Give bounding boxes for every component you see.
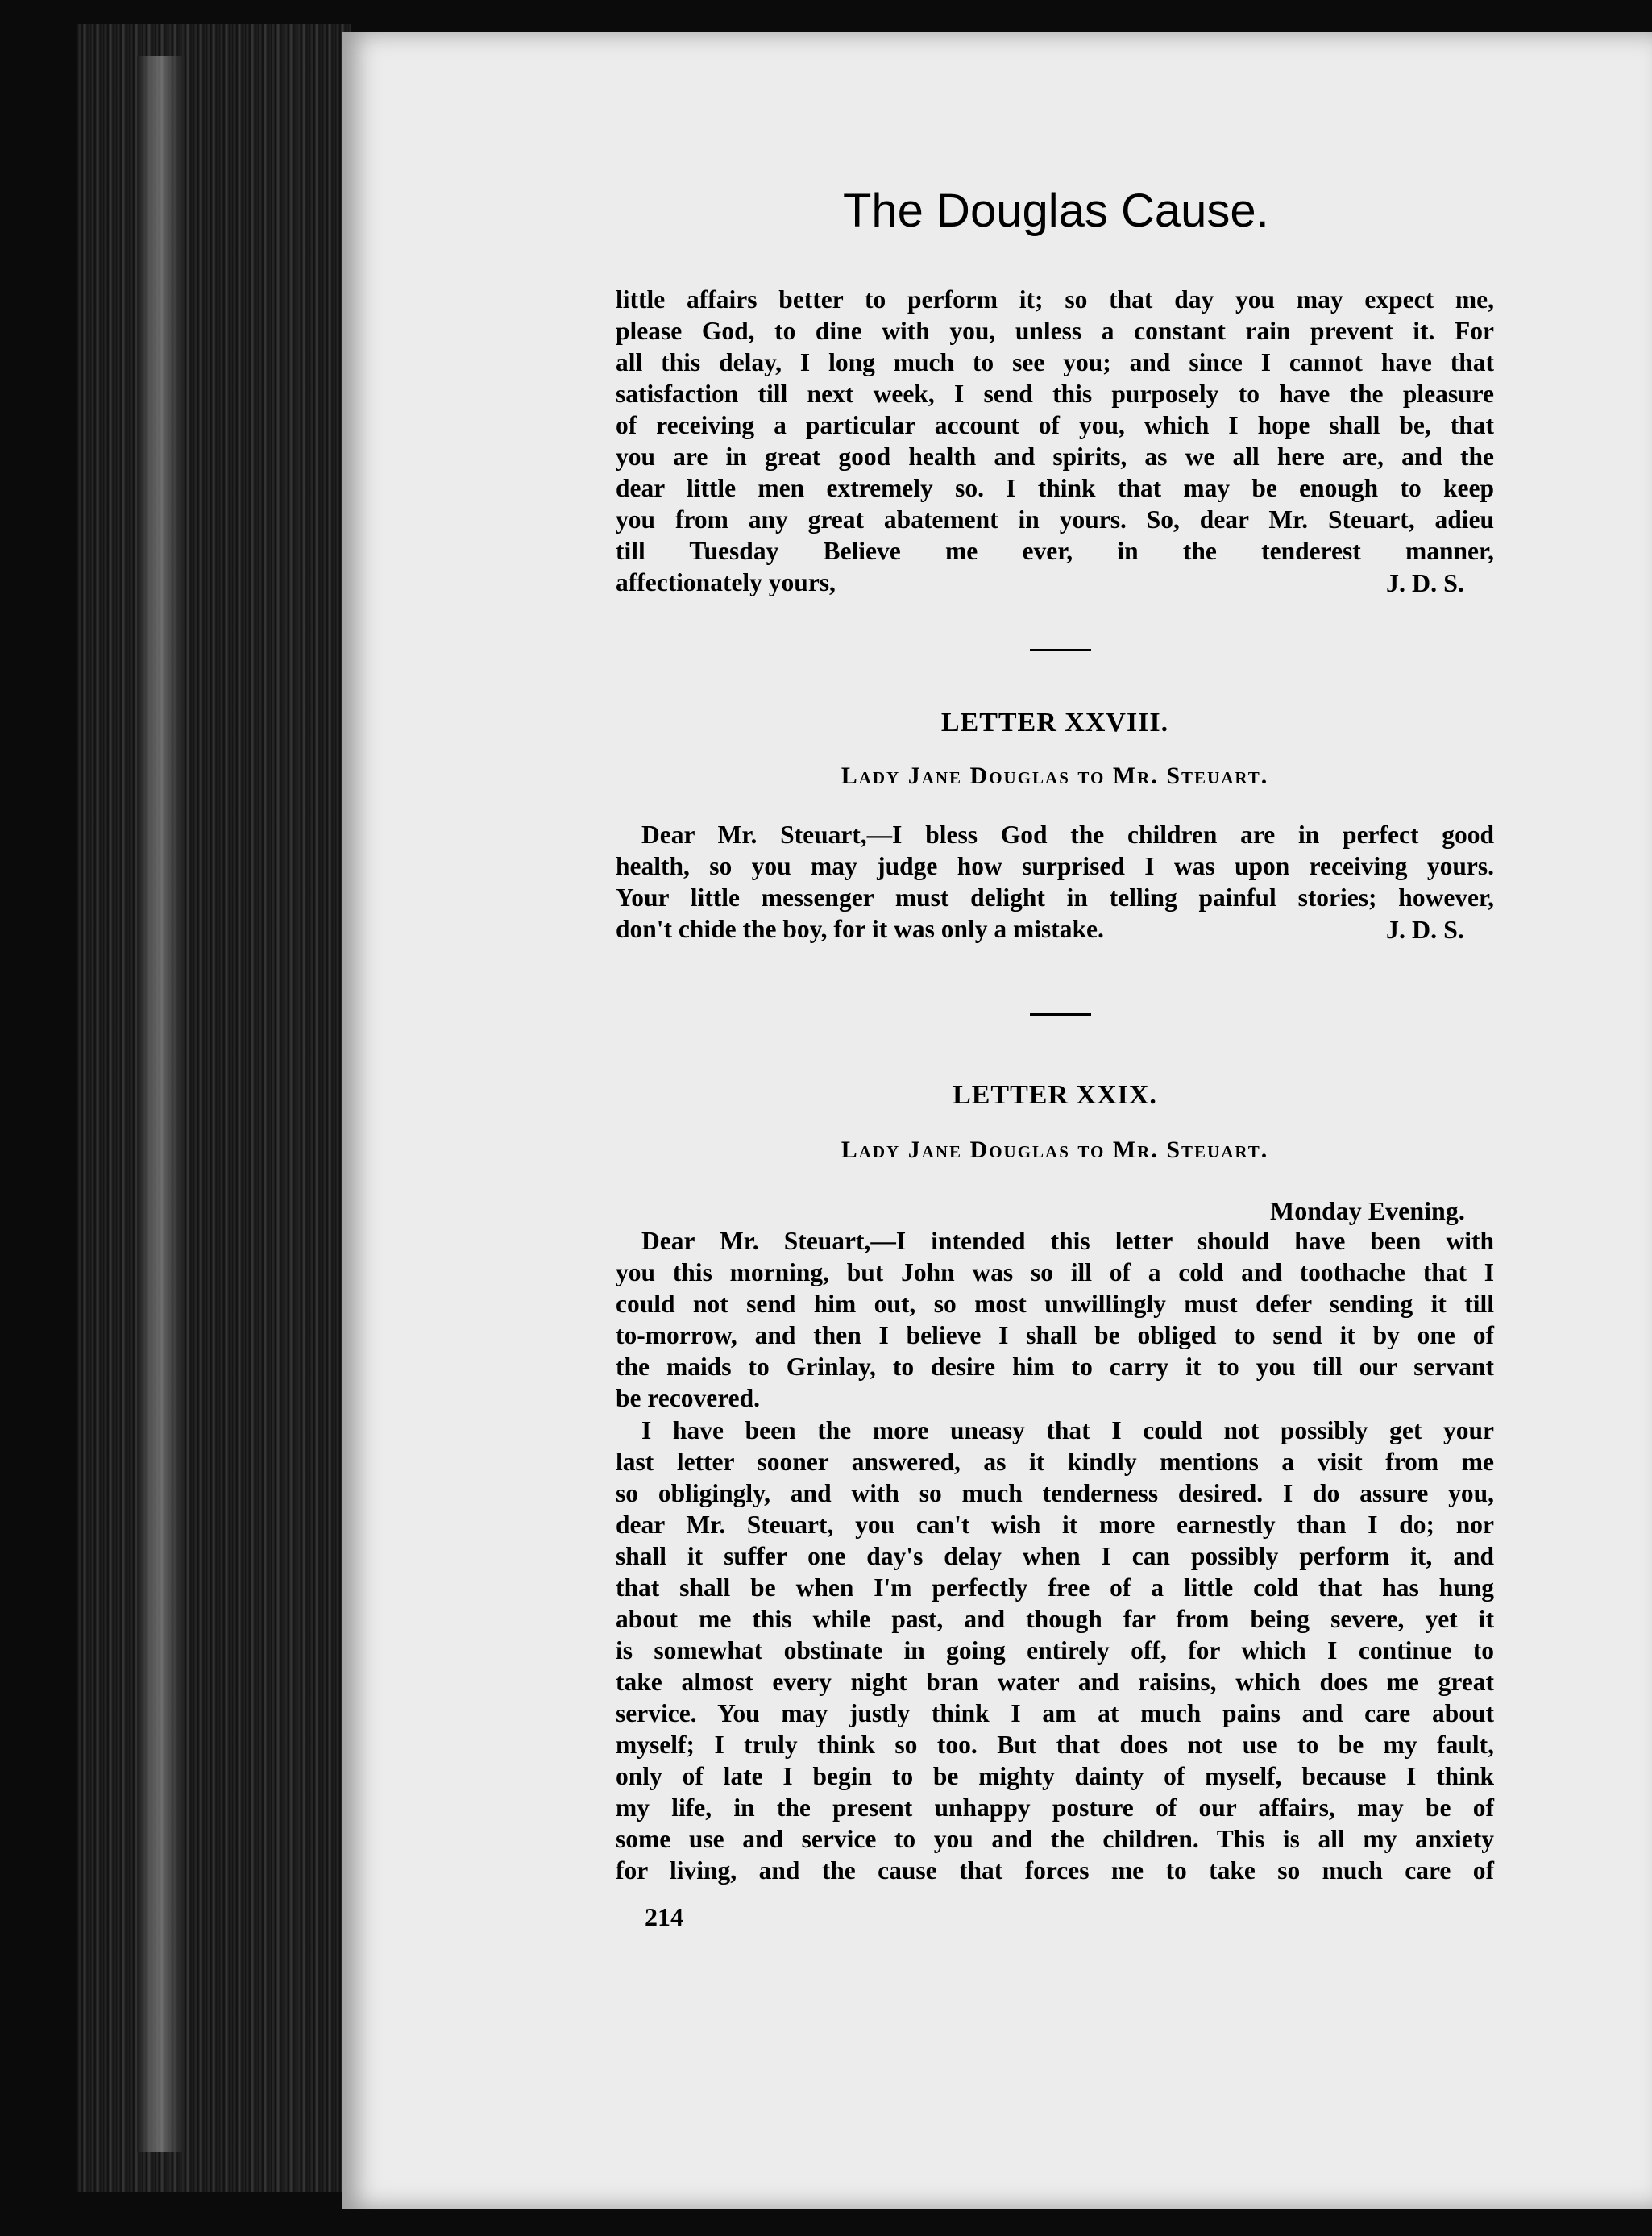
text-line: about me this while past, and though far from being severe, yet it xyxy=(616,1605,1494,1633)
text-line: health, so you may judge how surprised I was upon receiving yours. xyxy=(616,852,1494,880)
text-line: all this delay, I long much to see you; and since I cannot have that xyxy=(616,348,1494,376)
text-line: affectionately yours, xyxy=(616,568,836,596)
page-edge-highlight xyxy=(137,56,185,2152)
text-line: you are in great good health and spirits, as we all here are, and the xyxy=(616,443,1494,471)
section-rule xyxy=(1030,649,1091,651)
text-line: myself; I truly think so too. But that does not use to be my fault, xyxy=(616,1731,1494,1759)
text-line: be recovered. xyxy=(616,1384,761,1412)
text-line: little affairs better to perform it; so that day you may expect me, xyxy=(616,285,1494,314)
text-line: Your little messenger must delight in telling painful stories; however, xyxy=(616,883,1494,912)
text-line: till Tuesday Believe me ever, in the tenderest manner, xyxy=(616,537,1494,565)
text-line: so obligingly, and with so much tenderness desired. I do assure you, xyxy=(616,1479,1494,1507)
text-line: Dear Mr. Steuart,—I intended this letter should have been with xyxy=(641,1227,1494,1255)
text-line: you from any great abatement in yours. So, dear Mr. Steuart, adieu xyxy=(616,505,1494,534)
text-line: could not send him out, so most unwillingly must defer sending it till xyxy=(616,1290,1494,1318)
signature: J. D. S. xyxy=(1386,915,1464,944)
text-line: of receiving a particular account of you, which I hope shall be, that xyxy=(616,411,1494,439)
text-line: some use and service to you and the children. This is all my anxiety xyxy=(616,1825,1494,1853)
text-line: my life, in the present unhappy posture of our affairs, may be of xyxy=(616,1793,1494,1822)
text-line: shall it suffer one day's delay when I can possibly perform it, and xyxy=(616,1542,1494,1570)
letter-subheading: Lady Jane Douglas to Mr. Steuart. xyxy=(841,1137,1269,1163)
letter-heading: LETTER XXVIII. xyxy=(940,708,1169,738)
text-line: please God, to dine with you, unless a constant rain prevent it. For xyxy=(616,317,1494,345)
text-line: that shall be when I'm perfectly free of a little cold that has hung xyxy=(616,1573,1494,1602)
text-line: dear Mr. Steuart, you can't wish it more earnestly than I do; nor xyxy=(616,1511,1494,1539)
signature: J. D. S. xyxy=(1386,568,1464,597)
section-rule xyxy=(1030,1013,1091,1016)
letter-subheading: Lady Jane Douglas to Mr. Steuart. xyxy=(841,763,1269,789)
book-page-edges xyxy=(77,24,351,2192)
text-line: dear little men extremely so. I think that may be enough to keep xyxy=(616,474,1494,502)
running-head: The Douglas Cause. xyxy=(843,185,1269,237)
text-line: last letter sooner answered, as it kindly mentions a visit from me xyxy=(616,1448,1494,1476)
text-line: take almost every night bran water and raisins, which does me great xyxy=(616,1668,1494,1696)
text-line: satisfaction till next week, I send this purposely to have the pleasure xyxy=(616,380,1494,408)
text-line: only of late I begin to be mighty dainty of myself, because I think xyxy=(616,1762,1494,1790)
page-number: 214 xyxy=(645,1902,683,1931)
text-line: Dear Mr. Steuart,—I bless God the children are in perfect good xyxy=(641,821,1494,849)
dateline: Monday Evening. xyxy=(1270,1196,1465,1225)
text-line: I have been the more uneasy that I could not possibly get your xyxy=(641,1416,1494,1444)
text-line: you this morning, but John was so ill of a cold and toothache that I xyxy=(616,1258,1494,1286)
text-line: the maids to Grinlay, to desire him to carry it to you till our servant xyxy=(616,1353,1494,1381)
text-line: for living, and the cause that forces me to take so much care of xyxy=(616,1856,1494,1885)
text-line: is somewhat obstinate in going entirely off, for which I continue to xyxy=(616,1636,1494,1665)
text-line: to-morrow, and then I believe I shall be obliged to send it by one of xyxy=(616,1321,1494,1349)
text-line: service. You may justly think I am at much pains and care about xyxy=(616,1699,1494,1727)
text-line: don't chide the boy, for it was only a mistake. xyxy=(616,915,1104,943)
letter-heading: LETTER XXIX. xyxy=(953,1080,1157,1110)
